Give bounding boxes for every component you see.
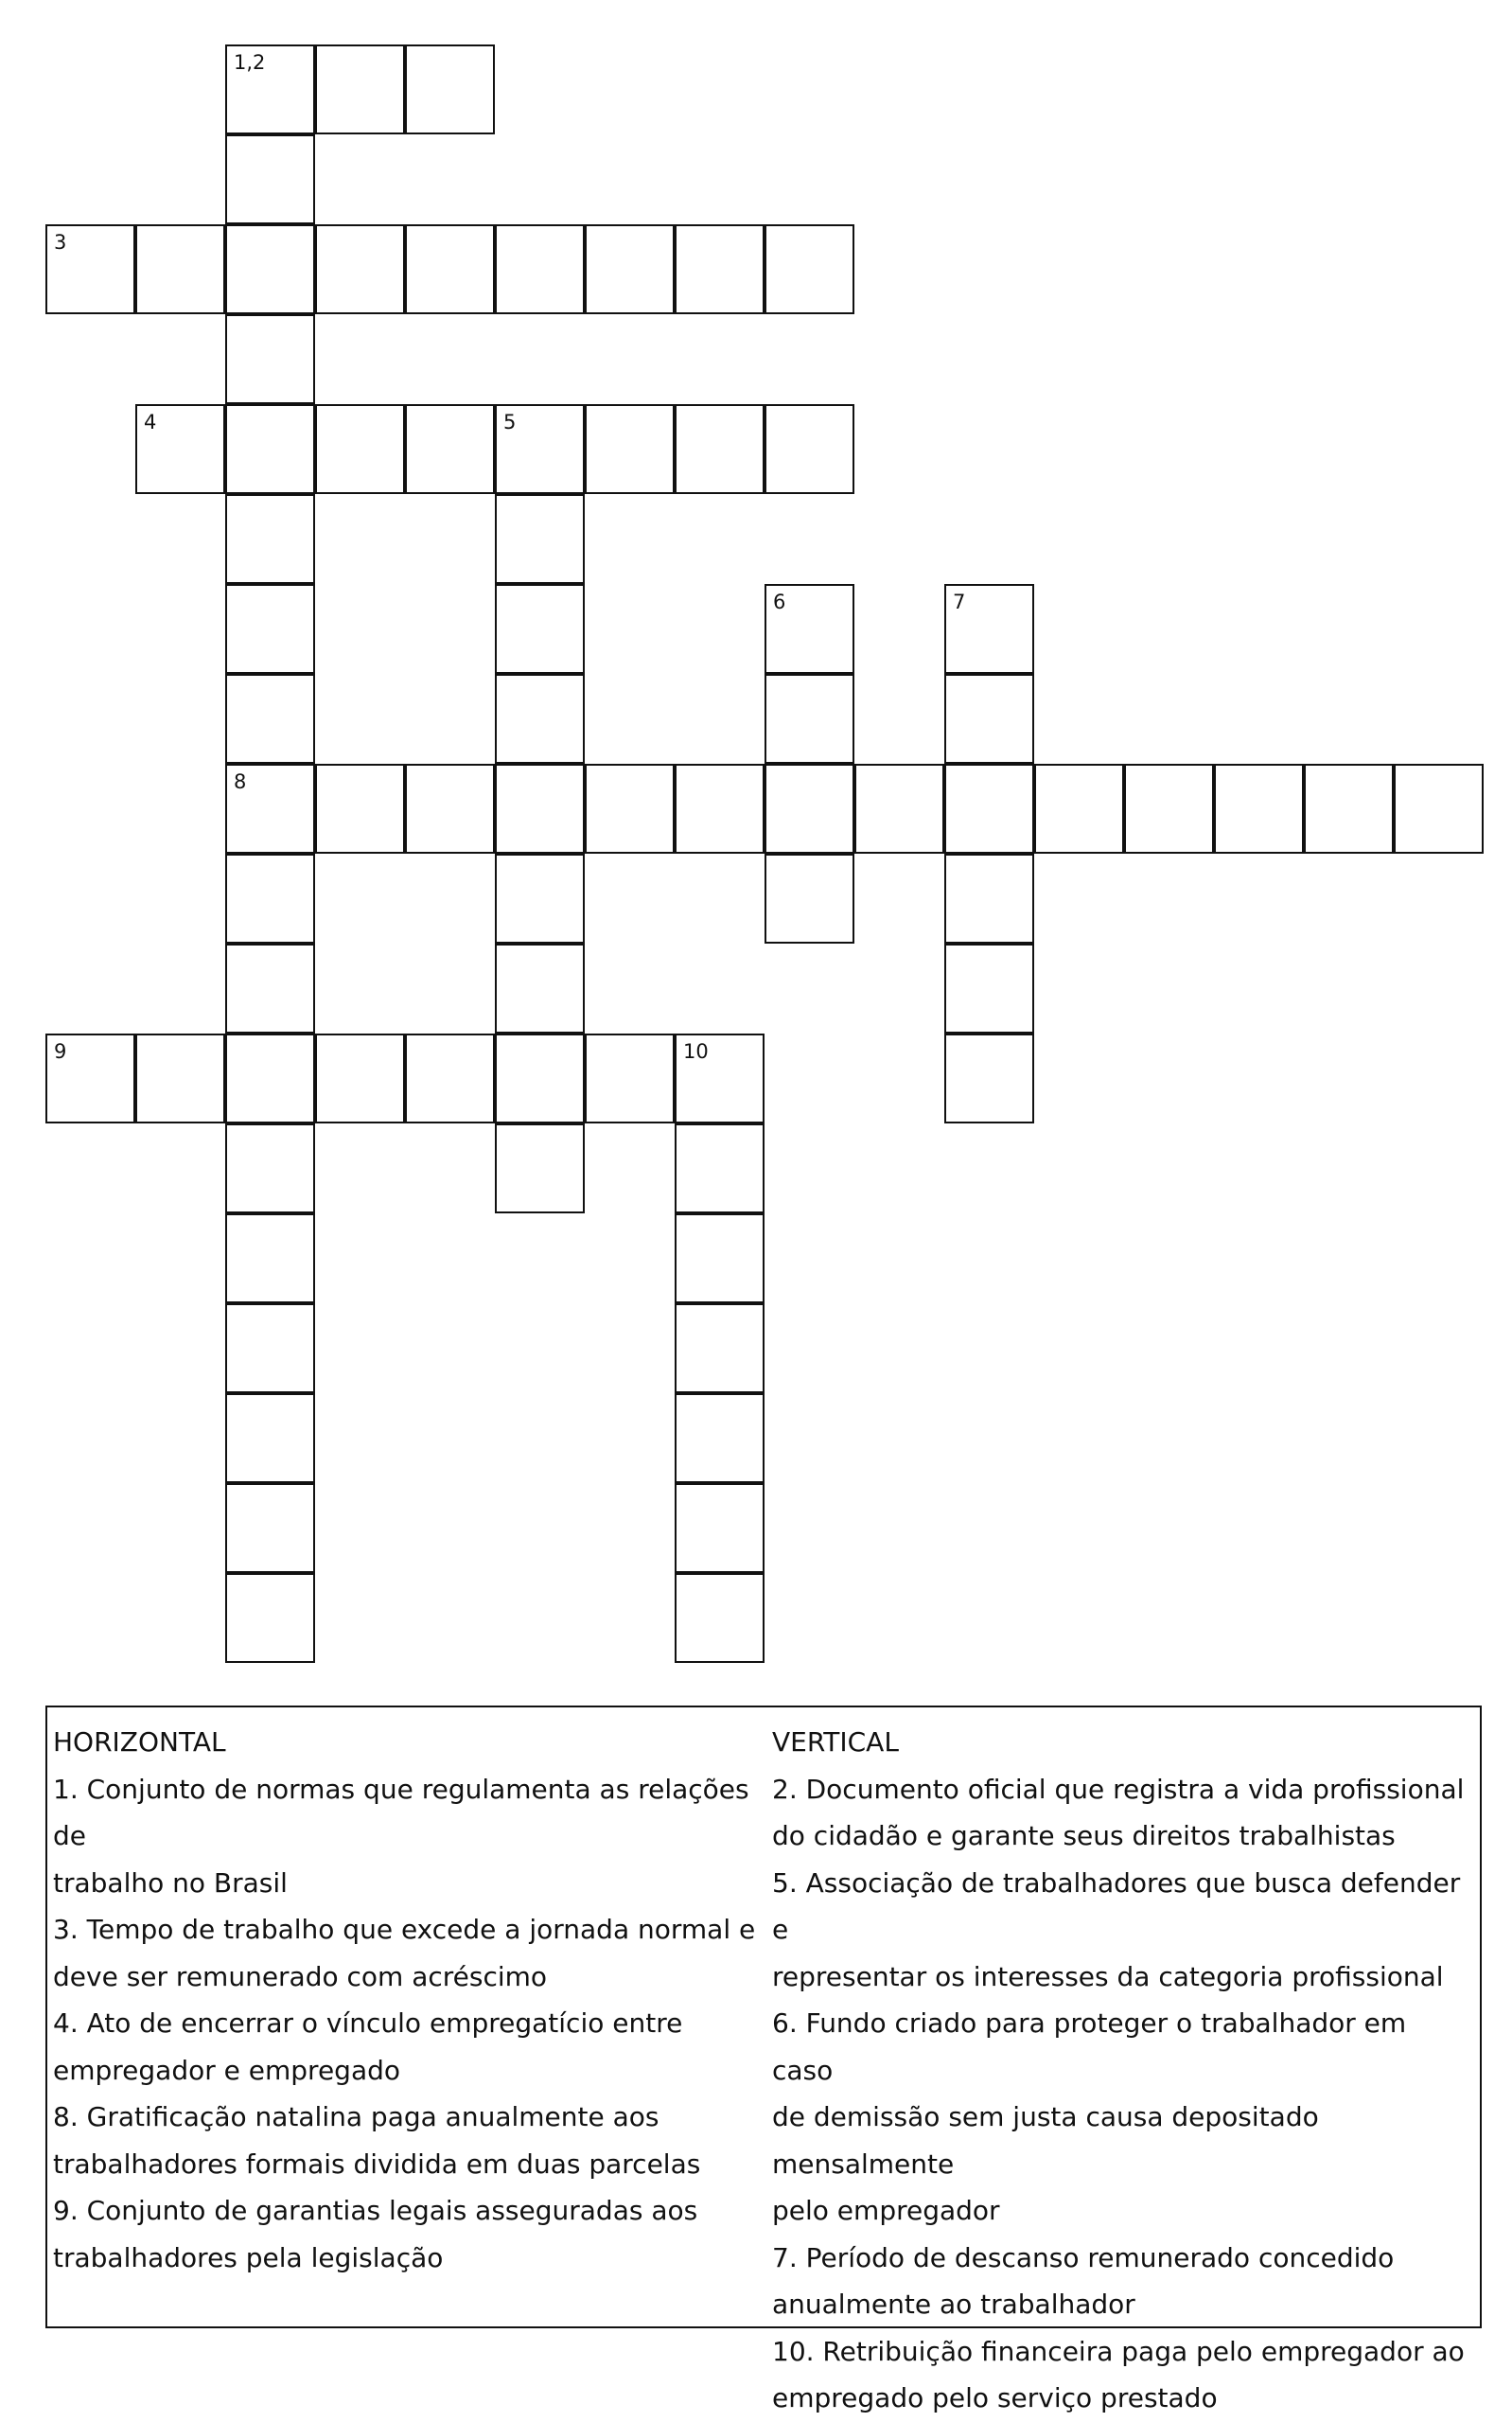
crossword-cell[interactable] (405, 44, 495, 134)
crossword-cell[interactable] (225, 674, 315, 764)
crossword-cell[interactable] (135, 404, 225, 494)
crossword-cell[interactable] (225, 1034, 315, 1123)
crossword-cell[interactable] (675, 1483, 765, 1573)
crossword-cell[interactable] (495, 944, 585, 1034)
crossword-cell[interactable] (675, 1393, 765, 1483)
crossword-cell[interactable] (675, 1213, 765, 1303)
crossword-cell[interactable] (675, 1573, 765, 1663)
vertical-title: VERTICAL (772, 1726, 899, 1758)
crossword-cell[interactable] (315, 1034, 405, 1123)
crossword-cell[interactable] (1034, 764, 1124, 854)
crossword-cell[interactable] (225, 1573, 315, 1663)
crossword-cell[interactable] (45, 1034, 135, 1123)
crossword-cell[interactable] (585, 764, 675, 854)
horizontal-clue-line: empregador e empregado (53, 2054, 401, 2086)
horizontal-clue-line: deve ser remunerado com acréscimo (53, 1960, 548, 1992)
crossword-cell[interactable] (675, 1303, 765, 1393)
crossword-cell[interactable] (1304, 764, 1394, 854)
horizontal-clues (53, 1719, 758, 2281)
crossword-cell[interactable] (405, 224, 495, 314)
vertical-clue-line: 6. Fundo criado para proteger o trabalhador em caso (772, 2007, 1407, 2086)
crossword-cell[interactable] (495, 764, 585, 854)
horizontal-clue-line: 1. Conjunto de normas que regulamenta as relações de (53, 1773, 749, 1851)
crossword-cell[interactable] (315, 764, 405, 854)
clue-number: 1,2 (234, 51, 266, 74)
vertical-clue-line: empregado pelo serviço prestado (772, 2382, 1218, 2413)
clue-number: 6 (773, 591, 786, 613)
crossword-cell[interactable] (585, 404, 675, 494)
vertical-clue-line: 7. Período de descanso remunerado concedido (772, 2241, 1395, 2273)
crossword-cell[interactable] (1394, 764, 1484, 854)
crossword-cell[interactable] (45, 224, 135, 314)
crossword-cell[interactable] (765, 674, 854, 764)
crossword-cell[interactable] (944, 854, 1034, 944)
clue-number: 4 (144, 411, 157, 433)
crossword-cell[interactable] (765, 224, 854, 314)
crossword-cell[interactable] (225, 584, 315, 674)
vertical-clue-line: representar os interesses da categoria profissional (772, 1960, 1444, 1992)
clue-number: 10 (683, 1040, 709, 1063)
crossword-cell[interactable] (495, 854, 585, 944)
crossword-cell[interactable] (495, 404, 585, 494)
crossword-cell[interactable] (225, 404, 315, 494)
vertical-clue-line: 10. Retribuição financeira paga pelo empregador ao (772, 2335, 1465, 2367)
crossword-cell[interactable] (585, 224, 675, 314)
crossword-cell[interactable] (135, 224, 225, 314)
crossword-cell[interactable] (225, 1393, 315, 1483)
crossword-cell[interactable] (944, 1034, 1034, 1123)
vertical-clue-line: de demissão sem justa causa depositado mensalmente (772, 2101, 1319, 2180)
clue-number: 8 (234, 770, 247, 793)
crossword-cell[interactable] (1214, 764, 1304, 854)
vertical-clue-line: 5. Associação de trabalhadores que busca defender e (772, 1866, 1461, 1945)
crossword-cell[interactable] (585, 1034, 675, 1123)
crossword-cell[interactable] (225, 764, 315, 854)
crossword-cell[interactable] (225, 944, 315, 1034)
crossword-cell[interactable] (854, 764, 944, 854)
crossword-cell[interactable] (225, 134, 315, 224)
crossword-cell[interactable] (315, 44, 405, 134)
horizontal-title: HORIZONTAL (53, 1726, 226, 1758)
crossword-cell[interactable] (675, 1123, 765, 1213)
crossword-cell[interactable] (944, 944, 1034, 1034)
crossword-cell[interactable] (225, 44, 315, 134)
crossword-cell[interactable] (225, 854, 315, 944)
crossword-cell[interactable] (675, 1034, 765, 1123)
crossword-cell[interactable] (1124, 764, 1214, 854)
clues-box (45, 1706, 1482, 2413)
crossword-cell[interactable] (765, 584, 854, 674)
crossword-cell[interactable] (765, 854, 854, 944)
crossword-cell[interactable] (315, 404, 405, 494)
crossword-cell[interactable] (495, 674, 585, 764)
crossword-cell[interactable] (225, 1213, 315, 1303)
crossword-cell[interactable] (405, 1034, 495, 1123)
horizontal-clue-line: 4. Ato de encerrar o vínculo empregatício entre (53, 2007, 683, 2039)
crossword-cell[interactable] (405, 764, 495, 854)
crossword-cell[interactable] (944, 764, 1034, 854)
crossword-cell[interactable] (495, 584, 585, 674)
crossword-cell[interactable] (225, 494, 315, 584)
vertical-clue-line: do cidadão e garante seus direitos trabalhistas (772, 1820, 1396, 1851)
clue-number: 7 (953, 591, 966, 613)
crossword-cell[interactable] (495, 494, 585, 584)
crossword-cell[interactable] (495, 1123, 585, 1213)
crossword-cell[interactable] (765, 404, 854, 494)
crossword-cell[interactable] (225, 1123, 315, 1213)
clue-number: 3 (54, 231, 67, 254)
clue-number: 5 (503, 411, 517, 433)
crossword-cell[interactable] (495, 224, 585, 314)
horizontal-clue-line: trabalhadores pela legislação (53, 2241, 444, 2273)
crossword-cell[interactable] (225, 314, 315, 404)
crossword-cell[interactable] (675, 224, 765, 314)
crossword-cell[interactable] (765, 764, 854, 854)
vertical-clue-line: pelo empregador (772, 2195, 1000, 2226)
crossword-cell[interactable] (944, 674, 1034, 764)
crossword-cell[interactable] (135, 1034, 225, 1123)
crossword-cell[interactable] (225, 1483, 315, 1573)
horizontal-clue-line: 3. Tempo de trabalho que excede a jornada normal e (53, 1914, 756, 1945)
clue-number: 9 (54, 1040, 67, 1063)
crossword-cell[interactable] (495, 1034, 585, 1123)
vertical-clue-line: 2. Documento oficial que registra a vida profissional (772, 1773, 1465, 1805)
vertical-clues (772, 1719, 1472, 2422)
crossword-cell[interactable] (405, 404, 495, 494)
crossword-cell[interactable] (675, 764, 765, 854)
horizontal-clue-line: trabalhadores formais dividida em duas parcelas (53, 2148, 701, 2180)
horizontal-clue-line: 9. Conjunto de garantias legais asseguradas aos (53, 2195, 698, 2226)
horizontal-clue-line: trabalho no Brasil (53, 1866, 288, 1899)
crossword-cell[interactable] (225, 224, 315, 314)
crossword-cell[interactable] (944, 584, 1034, 674)
crossword-cell[interactable] (225, 1303, 315, 1393)
crossword-cell[interactable] (315, 224, 405, 314)
horizontal-clue-line: 8. Gratificação natalina paga anualmente aos (53, 2101, 659, 2132)
crossword-cell[interactable] (675, 404, 765, 494)
vertical-clue-line: anualmente ao trabalhador (772, 2289, 1135, 2320)
